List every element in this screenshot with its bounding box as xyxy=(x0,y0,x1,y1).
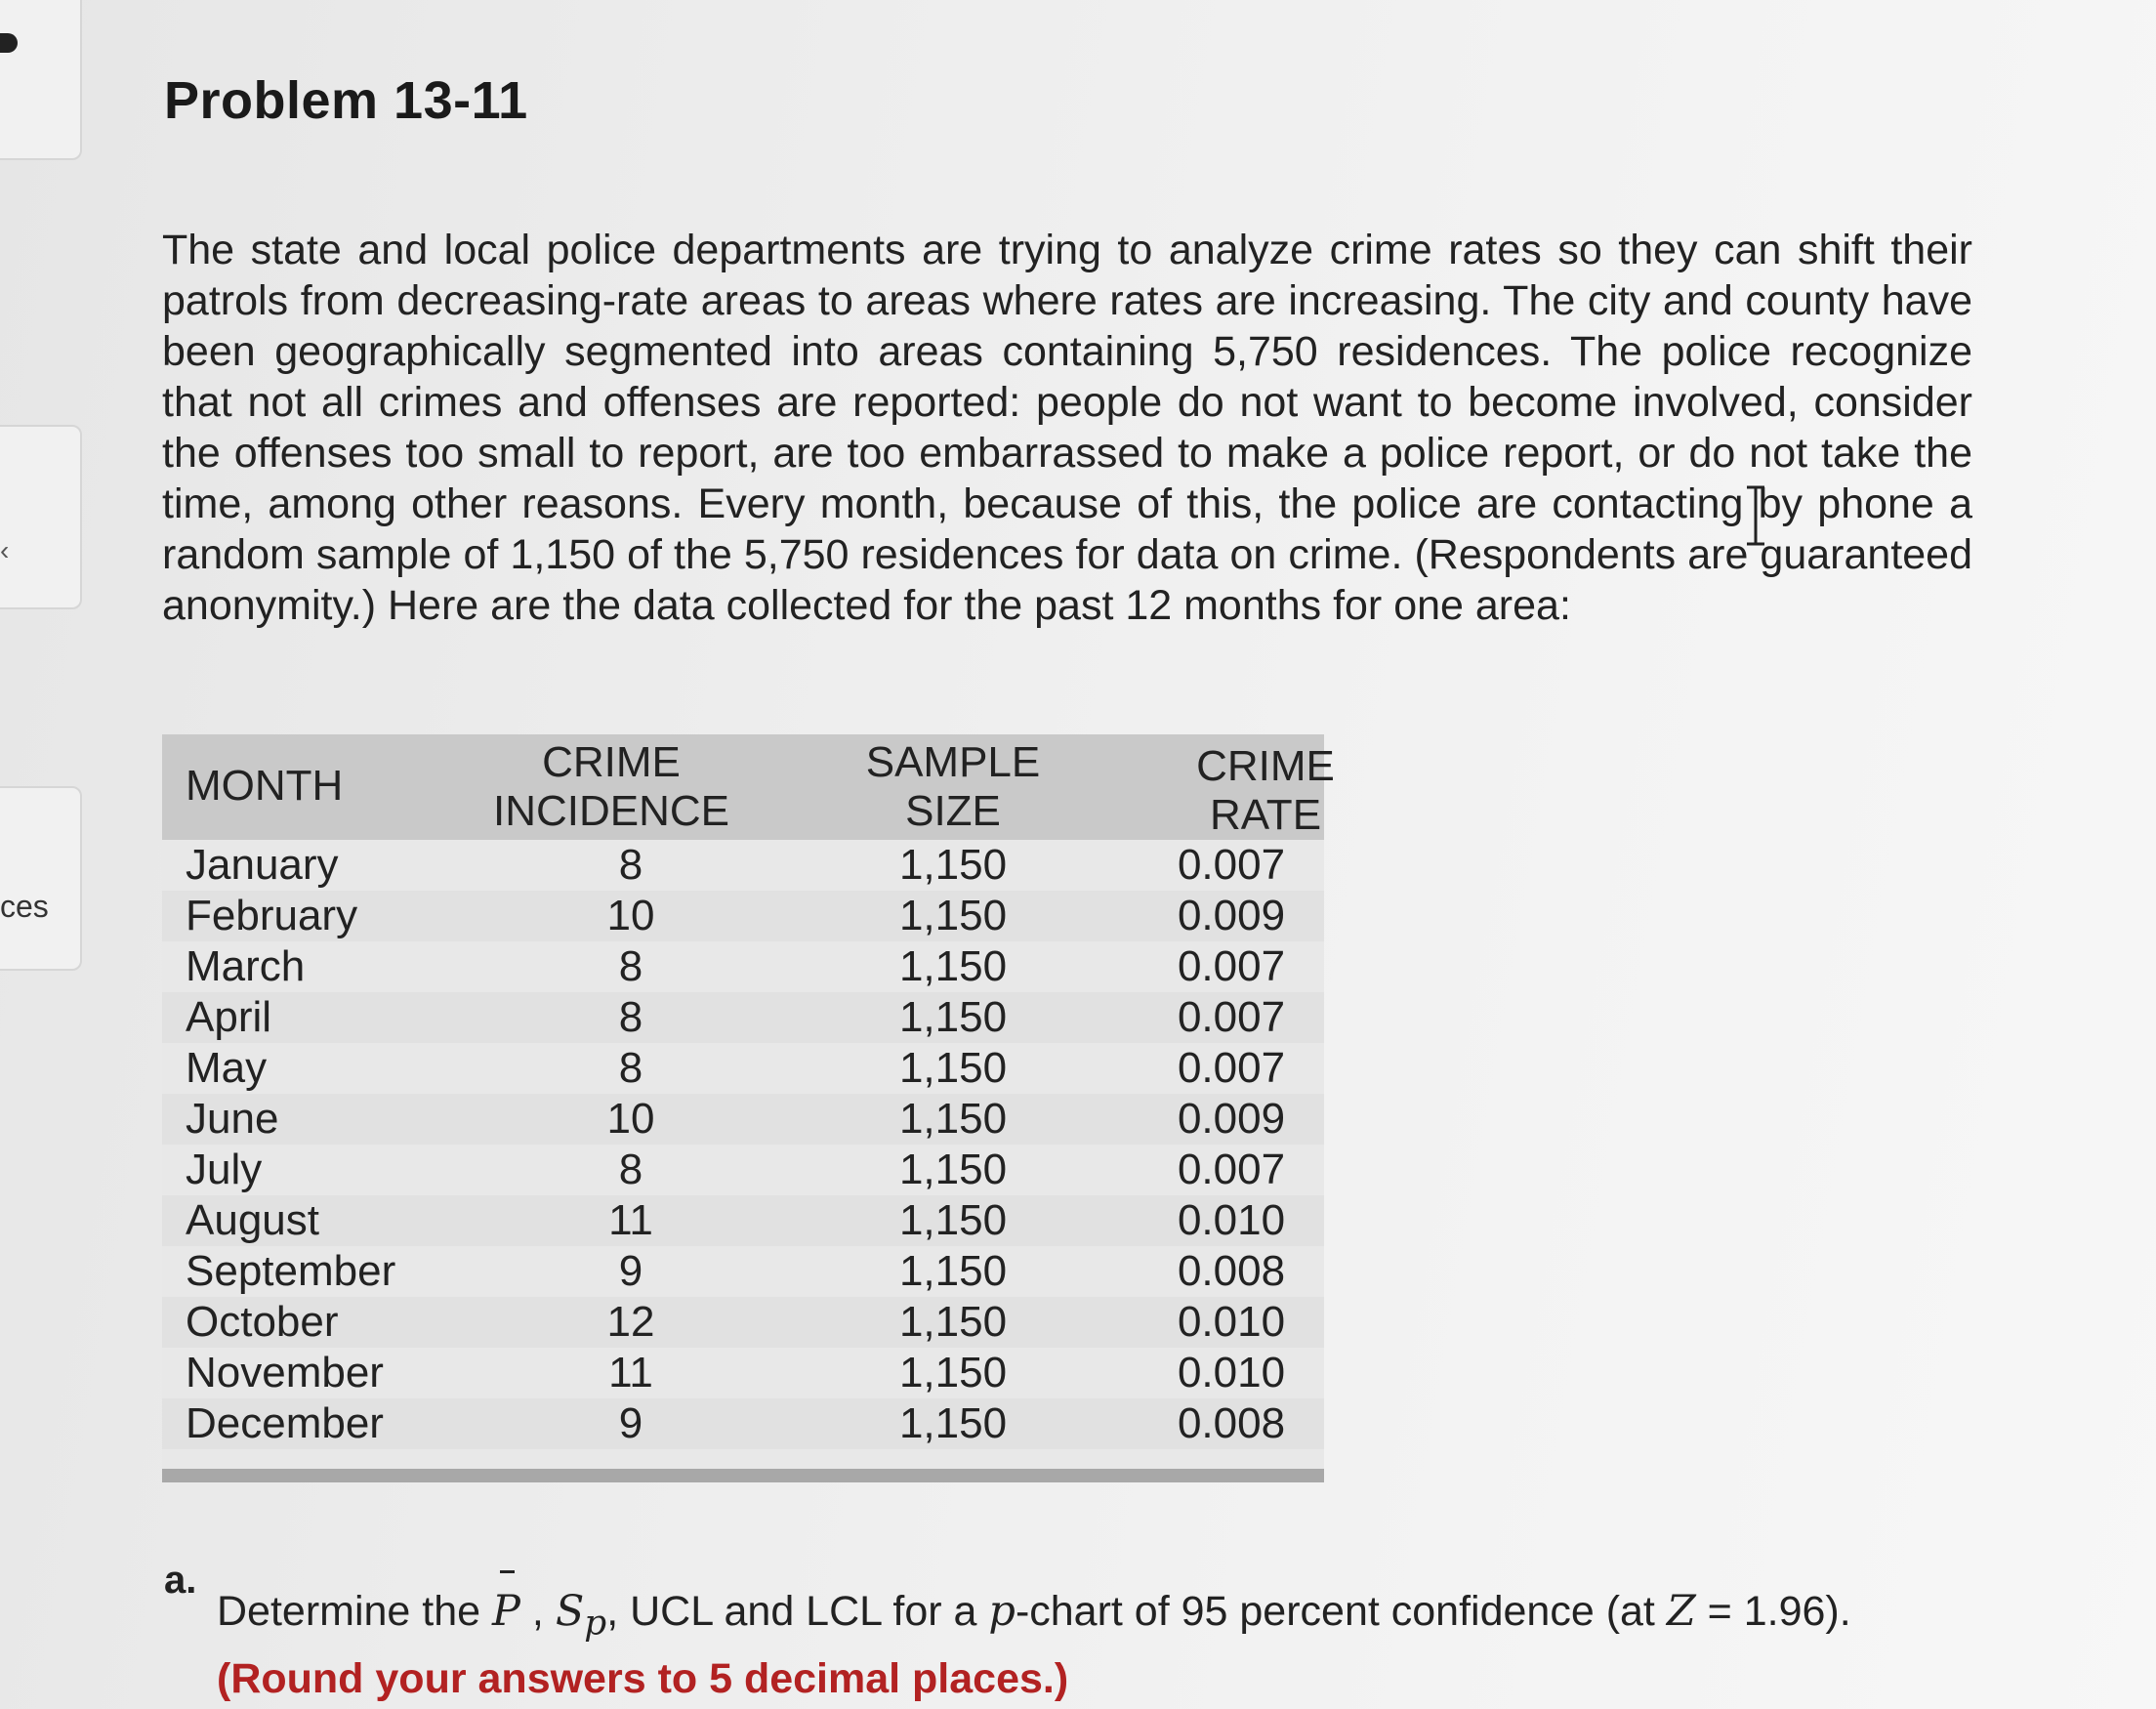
table-row xyxy=(162,941,1324,992)
question-text-part: -chart of 95 percent confidence (at xyxy=(1015,1588,1667,1635)
table-row xyxy=(162,1043,1324,1094)
table-row xyxy=(162,1145,1324,1195)
table-footer-rule xyxy=(162,1469,1324,1482)
z-symbol: Z xyxy=(1666,1587,1696,1636)
table-row xyxy=(162,1094,1324,1145)
sidebar-card-resources[interactable] xyxy=(0,786,82,971)
cell-sample-size: 1,150 xyxy=(898,1298,1008,1346)
header-text: CRIME xyxy=(1196,742,1335,790)
header-crime-rate xyxy=(1070,742,1461,840)
cell-incidence: 9 xyxy=(618,1247,643,1295)
cell-sample-size: 1,150 xyxy=(898,892,1008,939)
problem-paragraph: The state and local police departments are trying to analyze crime rates so they can shift their patrols from decreasing-rate areas to areas where rates are increasing. The city and county have been geographically segmented into areas containing 5,750 residences. The police recognize that not all crimes and offenses are reported: people do not want to become involved, consider the offenses too small to report, are too embarrassed to make a police report, or do not take the time, among other reasons. Every month, because of this, the police are contacting by phone a random sample of 1,150 of the 5,750 residences for data on crime. (Respondents are guaranteed anonymity.) Here are the data collected for the past 12 months for one area: xyxy=(162,227,1972,629)
cell-month: March xyxy=(186,942,306,990)
table-row xyxy=(162,891,1324,941)
table-row xyxy=(162,1297,1324,1348)
table-row xyxy=(162,1348,1324,1398)
table-row xyxy=(162,1195,1324,1246)
cell-sample-size: 1,150 xyxy=(898,1095,1008,1143)
chevron-left-icon[interactable]: ‹ xyxy=(0,535,10,565)
cell-sample-size: 1,150 xyxy=(898,841,1008,889)
question-label: a. xyxy=(164,1559,197,1602)
header-text: SIZE xyxy=(905,787,1001,835)
cell-incidence: 8 xyxy=(618,993,643,1041)
sp-symbol: S xyxy=(555,1587,585,1636)
question-text-part: = 1.96). xyxy=(1695,1588,1851,1635)
cell-incidence: 8 xyxy=(618,942,643,990)
cell-month: September xyxy=(186,1247,396,1295)
table-row xyxy=(162,992,1324,1043)
table-header xyxy=(162,734,1335,840)
table-row xyxy=(162,1398,1324,1449)
cell-rate: 0.007 xyxy=(1177,993,1286,1041)
cell-month: January xyxy=(186,841,339,889)
cell-month: July xyxy=(186,1146,263,1193)
sidebar-card[interactable] xyxy=(0,0,82,160)
rounding-instruction: (Round your answers to 5 decimal places.) xyxy=(217,1654,1069,1702)
cell-rate: 0.010 xyxy=(1177,1298,1286,1346)
question-text-part: , UCL and LCL for a xyxy=(606,1588,989,1635)
cell-rate: 0.009 xyxy=(1177,1095,1286,1143)
cell-sample-size: 1,150 xyxy=(898,993,1008,1041)
sidebar-card[interactable] xyxy=(0,425,82,609)
cell-incidence: 11 xyxy=(608,1196,653,1244)
cell-incidence: 8 xyxy=(618,1146,643,1193)
cell-sample-size: 1,150 xyxy=(898,1247,1008,1295)
header-month: MONTH xyxy=(186,762,344,810)
cell-rate: 0.008 xyxy=(1177,1247,1286,1295)
header-text: SAMPLE xyxy=(865,738,1041,786)
question-text-part: Determine the xyxy=(217,1588,493,1635)
cell-sample-size: 1,150 xyxy=(898,1044,1008,1092)
table-body xyxy=(162,840,1324,1477)
cell-month: October xyxy=(186,1298,339,1346)
cell-month: August xyxy=(186,1196,319,1244)
cell-month: April xyxy=(186,993,272,1041)
left-sidebar xyxy=(0,0,84,1709)
cell-incidence: 8 xyxy=(618,1044,643,1092)
sidebar-label[interactable]: ces xyxy=(0,889,49,924)
cell-incidence: 10 xyxy=(606,1095,655,1143)
cell-rate: 0.007 xyxy=(1177,1146,1286,1193)
header-text: CRIME xyxy=(542,738,681,786)
cell-month: December xyxy=(186,1399,384,1447)
cell-month: November xyxy=(186,1349,384,1396)
cell-rate: 0.007 xyxy=(1177,1044,1286,1092)
header-sample-size xyxy=(807,738,1099,836)
table-row xyxy=(162,1246,1324,1297)
cell-rate: 0.010 xyxy=(1177,1196,1286,1244)
p-italic: p xyxy=(988,1587,1016,1636)
header-text: RATE xyxy=(1209,791,1322,839)
cell-rate: 0.007 xyxy=(1177,942,1286,990)
cell-rate: 0.010 xyxy=(1177,1349,1286,1396)
p-bar-symbol: P xyxy=(492,1584,520,1639)
cell-sample-size: 1,150 xyxy=(898,942,1008,990)
cell-month: May xyxy=(186,1044,268,1092)
cell-sample-size: 1,150 xyxy=(898,1196,1008,1244)
cell-sample-size: 1,150 xyxy=(898,1399,1008,1447)
cell-rate: 0.009 xyxy=(1177,892,1286,939)
problem-title: Problem 13-11 xyxy=(164,71,528,130)
header-crime-incidence xyxy=(455,738,767,836)
text-cursor-icon xyxy=(1744,484,1767,547)
question-text-part: , xyxy=(519,1588,556,1635)
cell-incidence: 8 xyxy=(618,841,643,889)
cell-rate: 0.008 xyxy=(1177,1399,1286,1447)
question-text xyxy=(217,1584,1877,1706)
sp-subscript: p xyxy=(584,1603,607,1644)
cell-rate: 0.007 xyxy=(1177,841,1286,889)
cell-month: June xyxy=(186,1095,279,1143)
cell-incidence: 10 xyxy=(606,892,655,939)
cell-incidence: 11 xyxy=(608,1349,653,1396)
cell-incidence: 12 xyxy=(606,1298,655,1346)
header-text: INCIDENCE xyxy=(492,787,730,835)
table-row xyxy=(162,840,1324,891)
cell-sample-size: 1,150 xyxy=(898,1146,1008,1193)
cell-sample-size: 1,150 xyxy=(898,1349,1008,1396)
cell-month: February xyxy=(186,892,358,939)
crime-data-table xyxy=(162,734,1335,1486)
cell-incidence: 9 xyxy=(618,1399,643,1447)
